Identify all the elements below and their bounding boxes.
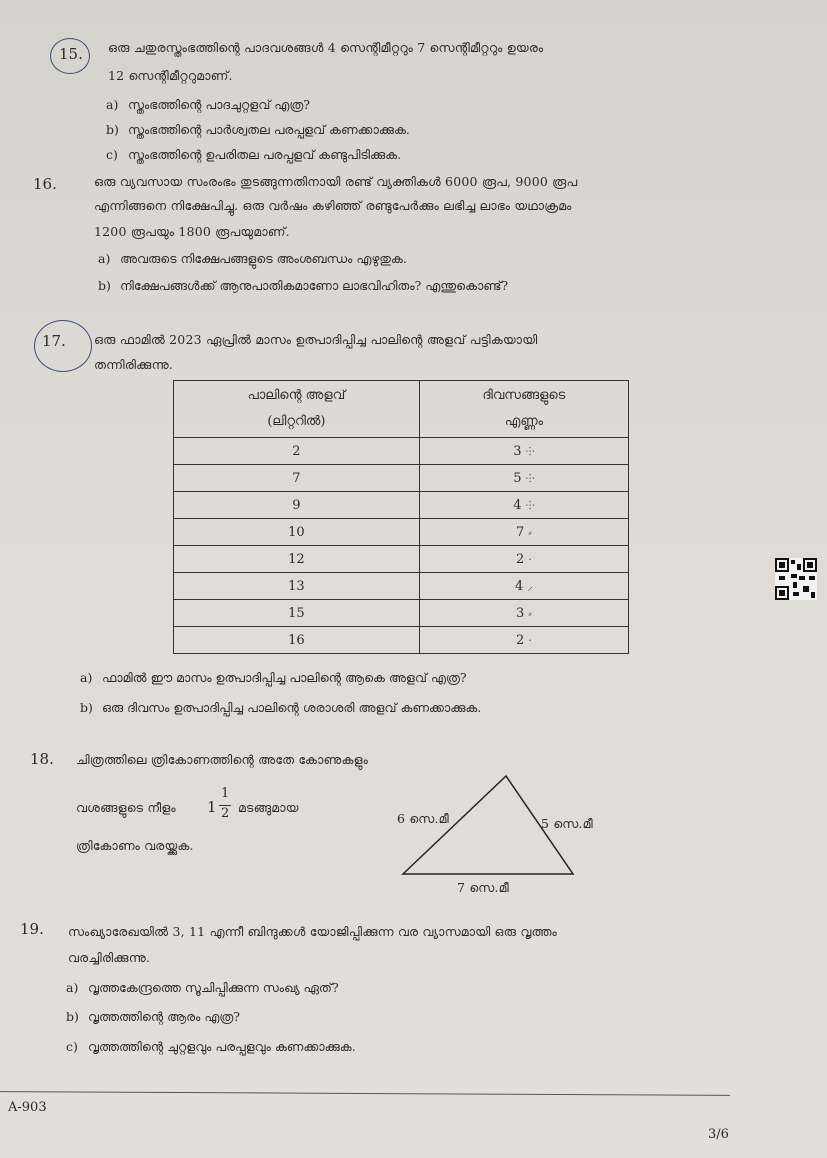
triangle-side-bottom: 7 സെ.മീ: [457, 880, 509, 895]
q15-sub-a: [106, 97, 310, 113]
q17-sub-b: [80, 700, 481, 716]
q16-sub-a: [98, 251, 407, 267]
days-value: 3: [515, 605, 525, 621]
q19-sub-a-label: a): [66, 980, 79, 995]
q17-line1: ഒരു ഫാമിൽ 2023 ഏപ്രിൽ മാസം ഉത്പാദിപ്പിച്ച പാലിന്റെ അളവ് പട്ടികയായി: [94, 332, 538, 347]
q15-sub-c: [106, 147, 401, 163]
q15-sub-b-label: b): [106, 122, 119, 137]
header-litres-line1: പാലിന്റെ അളവ്: [247, 388, 346, 403]
days-cell: [419, 492, 628, 519]
table-row: [174, 492, 629, 519]
milk-table-header-litres: [174, 381, 420, 438]
days-cell: [419, 546, 628, 573]
q15-sub-c-text: സ്തംഭത്തിന്റെ ഉപരിതല പരപ്പളവ് കണ്ടുപിടിക്കുക.: [128, 147, 402, 162]
q16-sub-b-text: നിക്ഷേപങ്ങൾക്ക് ആനുപാതികമാണോ ലാഭവിഹിതം? എന്തുകൊണ്ട്?: [120, 278, 509, 293]
table-row: [174, 546, 629, 573]
q16-line3: 1200 രൂപയും 1800 രൂപയുമാണ്.: [94, 224, 290, 239]
q15-line1: ഒരു ചതുരസ്തംഭത്തിന്റെ പാദവശങ്ങൾ 4 സെന്റിമീറ്ററും 7 സെന്റിമീറ്ററും ഉയരം: [108, 40, 544, 55]
q18-line2b: മടങ്ങുമായ: [238, 800, 299, 815]
days-value: 7: [515, 524, 525, 540]
paper-code: A-903: [8, 1100, 47, 1115]
qr-code-icon: [775, 558, 817, 600]
q16-sub-a-text: അവരുടെ നിക്ഷേപങ്ങളുടെ അംശബന്ധം എഴുതുക.: [120, 251, 407, 266]
q16-line1: ഒരു വ്യവസായ സംരംഭം തുടങ്ങുന്നതിനായി രണ്ട് വ്യക്തികൾ 6000 രൂപ, 9000 രൂപ: [94, 174, 578, 189]
days-value: 4: [513, 497, 522, 513]
q16-line2: എന്നിങ്ങനെ നിക്ഷേപിച്ചു. ഒരു വർഷം കഴിഞ്ഞ് രണ്ടുപേർക്കും ലഭിച്ച ലാഭം യഥാക്രമം: [94, 198, 572, 213]
days-value: 4: [515, 578, 524, 594]
pen-mark-icon: ⸭: [525, 471, 535, 485]
header-days-line2: എണ്ണം: [504, 414, 544, 429]
fraction-numerator: 1: [221, 786, 230, 801]
milk-table-header-days: [419, 381, 628, 438]
q16-sub-a-label: a): [98, 251, 111, 266]
days-cell: [419, 600, 628, 627]
q18-line2a: വശങ്ങളുടെ നീളം: [76, 800, 176, 815]
litres-cell: 7: [174, 465, 420, 492]
table-row: [174, 519, 629, 546]
days-value: 5: [513, 470, 522, 486]
page-number: 3/6: [708, 1127, 729, 1142]
q19-sub-b: [66, 1009, 240, 1025]
table-row: [174, 438, 629, 465]
q15-sub-b-text: സ്തംഭത്തിന്റെ പാർശ്വതല പരപ്പളവ് കണക്കാക്കുക.: [128, 122, 410, 137]
days-cell: [419, 519, 628, 546]
litres-cell: 9: [174, 492, 420, 519]
pen-mark-icon: ·: [528, 633, 532, 647]
q17-sub-b-text: ഒരു ദിവസം ഉത്പാദിപ്പിച്ച പാലിന്റെ ശരാശരി അളവ് കണക്കാക്കുക.: [102, 700, 482, 715]
q19-sub-a: [66, 980, 339, 996]
pen-mark-icon: ⸭: [525, 498, 535, 512]
days-cell: [419, 438, 628, 465]
q16-sub-b: [98, 278, 508, 294]
litres-cell: 15: [174, 600, 420, 627]
q15-sub-a-text: സ്തംഭത്തിന്റെ പാദചുറ്റളവ് എത്ര?: [128, 97, 310, 112]
litres-cell: 12: [174, 546, 420, 573]
q16-number: 16.: [33, 175, 57, 193]
q19-line2: വരച്ചിരിക്കുന്നു.: [68, 950, 151, 965]
q16-sub-b-label: b): [98, 278, 111, 293]
q19-sub-c-text: വൃത്തത്തിന്റെ ചുറ്റളവും പരപ്പളവും കണക്കാക്കുക.: [88, 1039, 356, 1054]
q15-line2: 12 സെന്റിമീറ്ററുമാണ്.: [108, 68, 233, 83]
q15-number: 15.: [59, 45, 83, 63]
footer-divider: [0, 1091, 730, 1096]
table-row: [174, 600, 629, 627]
pen-mark-icon: ⸗: [528, 525, 532, 539]
days-cell: [419, 465, 628, 492]
milk-table: [173, 380, 629, 654]
table-row: [174, 573, 629, 600]
q19-sub-c: [66, 1039, 356, 1055]
days-cell: [419, 627, 628, 654]
q17-line2: തന്നിരിക്കുന്നു.: [94, 357, 173, 372]
q19-sub-a-text: വൃത്തകേന്ദ്രത്തെ സൂചിപ്പിക്കുന്ന സംഖ്യ ഏത്?: [88, 980, 339, 995]
q17-sub-b-label: b): [80, 700, 93, 715]
q17-sub-a: [80, 670, 467, 686]
days-value: 2: [516, 551, 525, 567]
q19-sub-c-label: c): [66, 1039, 78, 1054]
days-value: 3: [513, 443, 522, 459]
fraction-whole: 1: [207, 798, 217, 816]
litres-cell: 2: [174, 438, 420, 465]
litres-cell: 13: [174, 573, 420, 600]
litres-cell: 16: [174, 627, 420, 654]
q19-sub-b-label: b): [66, 1009, 79, 1024]
q19-number: 19.: [20, 920, 44, 938]
pen-mark-icon: ⸭: [525, 444, 535, 458]
q15-sub-c-label: c): [106, 147, 118, 162]
q18-number: 18.: [30, 750, 54, 768]
q19-sub-b-text: വൃത്തത്തിന്റെ ആരം എത്ര?: [88, 1009, 240, 1024]
header-days-line1: ദിവസങ്ങളുടെ: [482, 388, 566, 403]
days-cell: [419, 573, 628, 600]
table-row: [174, 465, 629, 492]
litres-cell: 10: [174, 519, 420, 546]
q17-number: 17.: [42, 332, 66, 350]
fraction-denominator: 2: [221, 806, 230, 821]
pen-mark-icon: ⸝: [527, 579, 533, 593]
triangle-side-left: 6 സെ.മീ: [397, 811, 449, 826]
triangle-side-right: 5 സെ.മീ: [541, 816, 593, 831]
q17-sub-a-text: ഫാമിൽ ഈ മാസം ഉത്പാദിപ്പിച്ച പാലിന്റെ ആകെ അളവ് എത്ര?: [102, 670, 467, 685]
milk-table-header: [174, 381, 629, 438]
q15-sub-b: [106, 122, 410, 138]
q18-line3: ത്രികോണം വരയ്ക്കുക.: [76, 838, 194, 853]
q19-line1: സംഖ്യാരേഖയിൽ 3, 11 എന്നീ ബിന്ദുക്കൾ യോജിപ്പിക്കുന്ന വര വ്യാസമായി ഒരു വൃത്തം: [68, 924, 557, 939]
pen-mark-icon: ⸗: [528, 606, 532, 620]
days-value: 2: [516, 632, 525, 648]
table-row: [174, 627, 629, 654]
header-litres-line2: (ലിറ്ററിൽ): [267, 414, 326, 429]
q17-sub-a-label: a): [80, 670, 93, 685]
q15-sub-a-label: a): [106, 97, 119, 112]
pen-mark-icon: ·: [528, 552, 532, 566]
q18-line1: ചിത്രത്തിലെ ത്രികോണത്തിന്റെ അതേ കോണുകളും: [76, 752, 369, 767]
